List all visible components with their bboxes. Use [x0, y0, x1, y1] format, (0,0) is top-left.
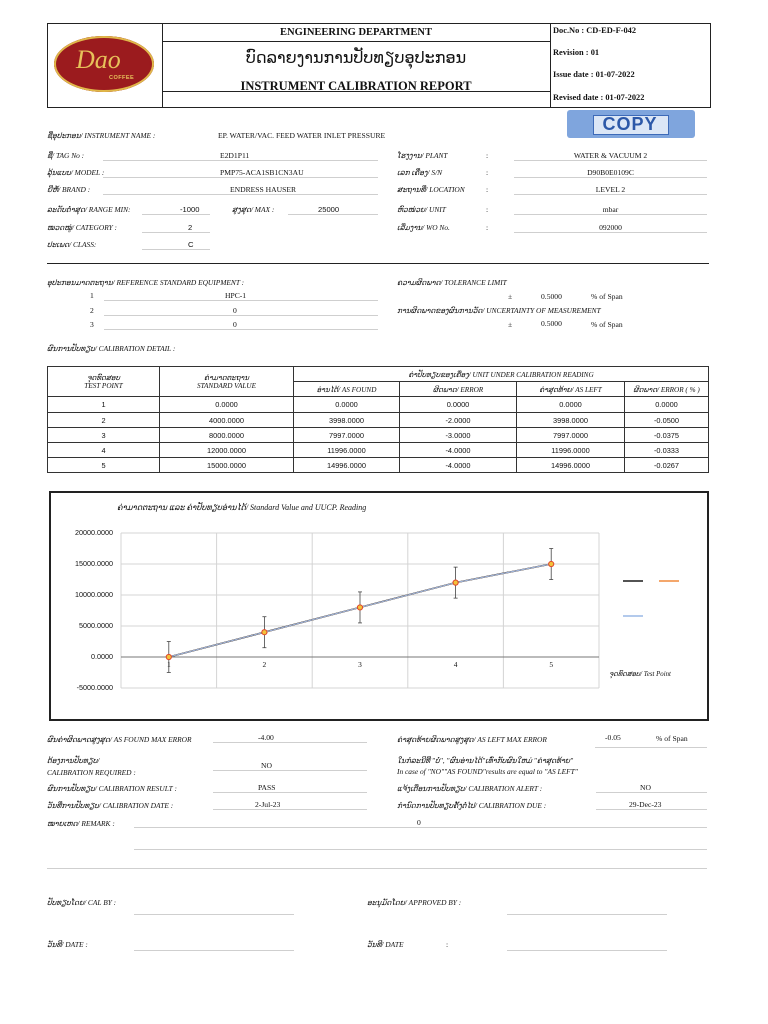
section-divider [47, 263, 709, 264]
tolerance-pm: ± [508, 292, 513, 301]
as-left-unit: % of Span [656, 734, 688, 743]
reference-value: 0 [104, 306, 378, 316]
remark-value: 0 [134, 818, 707, 828]
uncertainty-unit: % of Span [591, 320, 623, 329]
table-row: 1 0.0000 0.0000 0.0000 0.0000 0.0000 [48, 397, 709, 413]
calibration-due-label: ກຳນົດການປັບທຽບຄັ້ງຕໍ່ໄປ/ CALIBRATION DUE : [397, 801, 547, 810]
uncertainty-label: ການຜິດພາດຂອງຜົນການວັດ/ UNCERTAINTY OF MEASUREMENT [397, 306, 601, 315]
unit-label: ຫົວໜ່ວຍ/ UNIT [397, 205, 446, 214]
date-colon: : [446, 940, 449, 949]
reference-value: 0 [104, 320, 378, 330]
location-label: ສະຖານທີ່/ LOCATION [397, 185, 465, 194]
chart-y-tick-label: 10000.0000 [75, 590, 113, 599]
reference-no: 3 [90, 320, 94, 329]
chart-y-tick-label: 15000.0000 [75, 559, 113, 568]
cal-by-line [134, 914, 294, 915]
revision: Revision : 01 [553, 48, 600, 57]
calibration-detail-label: ຜົນການປັບທຽບ/ CALIBRATION DETAIL : [47, 344, 176, 353]
location-value: LEVEL 2 [514, 185, 707, 195]
tag-value: E2D1P11 [103, 151, 378, 161]
location-colon: : [486, 185, 489, 194]
col-error: ຜິດພາດ/ ERROR [400, 382, 517, 397]
chart-y-tick-label: 0.0000 [91, 652, 113, 661]
chart-x-axis-label: ຈຸດທົດສອບ/ Test Point [609, 671, 671, 678]
calibration-result-label: ຜົນການປັບທຽບ/ CALIBRATION RESULT : [47, 784, 177, 793]
chart-x-tick-label: 4 [453, 660, 458, 669]
calibration-table [47, 366, 709, 473]
calibration-note-lao: ໃນກໍລະນີທີ່ "ບໍ່", "ຜົນອ່ານໄດ້"ເທົ່າກັບຜົນໃຫມ່ "ຄ່າສຸດທ້າຍ" [397, 756, 574, 765]
as-found-max-error-label: ຜົນຄ່າຜິດພາດສູງສຸດ/ AS FOUND MAX ERROR [47, 735, 192, 744]
doc-number: Doc.No : CD-ED-F-042 [553, 26, 637, 35]
chart-data-point [549, 561, 554, 566]
logo-subtext: COFFEE [109, 75, 135, 81]
chart-x-tick-label: 2 [262, 660, 267, 669]
chart-x-tick-label: 3 [358, 660, 362, 669]
table-row: 4 12000.0000 11996.0000 -4.0000 11996.0000 -0.0333 [48, 443, 709, 458]
col-test-point: ຈຸດທົດສອບ TEST POINT [48, 367, 160, 397]
chart-title: ຄ່າມາດຕະຖານ ແລະ ຄ່າປັບທຽບອ່ານໄດ້/ Standard Value and UUCP. Reading [117, 503, 367, 512]
sn-label: ເລກ ເຄື່ອງ/ S/N [397, 168, 443, 177]
calibration-chart [49, 491, 709, 721]
wo-label: ເລີ່ມງານ/ WO No. [397, 223, 450, 232]
max-label: ສູງສຸດ/ MAX : [232, 205, 275, 214]
logo-text: Dao [76, 45, 121, 74]
reference-no: 1 [90, 291, 94, 300]
col-standard-value: ຄ່າມາດຕະຖານ STANDARD VALUE [160, 367, 294, 397]
revised-date: Revised date : 01-07-2022 [553, 93, 645, 102]
calibration-note: In case of "NO""AS FOUND"results are equal to "AS LEFT" [397, 767, 578, 776]
report-header [47, 23, 711, 108]
report-title: INSTRUMENT CALIBRATION REPORT [240, 79, 472, 93]
remark-label: ໝາຍເຫດ/ REMARK : [47, 819, 115, 828]
report-title-lao: ບົດລາຍງານການປັບທຽບອຸປະກອນ [245, 48, 467, 67]
uncertainty-pm: ± [508, 320, 513, 329]
reference-label: ອຸປະກອນມາດຕະຖານ/ REFERENCE STANDARD EQUIPMENT : [47, 278, 245, 287]
instrument-name-label: ຊື່ອຸປະກອນ/ INSTRUMENT NAME : [47, 131, 156, 140]
instrument-name-value: EP. WATER/VAC. FEED WATER INLET PRESSURE [218, 131, 386, 140]
approved-by-line [507, 914, 667, 915]
calibration-result-value: PASS [213, 783, 367, 793]
date-label: ວັນທີ/ DATE [367, 940, 404, 949]
model-value: PMP75-ACA1SB1CN3AU [103, 168, 378, 178]
unit-value: mbar [514, 205, 707, 215]
plant-label: ໂຮງງານ/ PLANT [397, 151, 448, 160]
company-logo [52, 36, 158, 94]
max-value: 25000 [288, 205, 378, 215]
calibration-date-value: 2-Jul-23 [213, 800, 367, 810]
unit-colon: : [486, 205, 489, 214]
as-found-max-error-value: -4.00 [213, 733, 367, 743]
department-title: ENGINEERING DEPARTMENT [280, 27, 432, 38]
as-left-underline [595, 747, 707, 748]
calibration-alert-value: NO [596, 783, 707, 793]
col-as-found: ອ່ານໄດ້/ AS FOUND [294, 382, 400, 397]
calibration-date-label: ວັນທີ່ການປັບທຽບ/ CALIBRATION DATE : [47, 801, 174, 810]
date-label: ວັນທີ/ DATE : [47, 940, 88, 949]
as-left-max-error-value: -0.05 [605, 733, 621, 742]
plant-colon: : [486, 151, 489, 160]
calibration-due-value: 29-Dec-23 [596, 800, 707, 810]
sn-value: D90B0E0109C [514, 168, 707, 178]
col-as-left: ຄ່າສຸດທ້າຍ/ AS LEFT [517, 382, 625, 397]
header-divider [162, 41, 550, 42]
table-row: 5 15000.0000 14996.0000 -4.0000 14996.0000 -0.0267 [48, 458, 709, 473]
issue-date: Issue date : 01-07-2022 [553, 70, 635, 79]
reference-value: HPC-1 [104, 291, 378, 301]
chart-y-tick-label: 5000.0000 [79, 621, 113, 630]
chart-y-tick-label: 20000.0000 [75, 528, 113, 537]
chart-x-tick-label: 1 [166, 660, 171, 669]
sn-colon: : [486, 168, 489, 177]
plant-value: WATER & VACUUM 2 [514, 151, 707, 161]
tag-label: ຊື່/ TAG No : [47, 151, 85, 160]
brand-value: ENDRESS HAUSER [103, 185, 378, 195]
chart-data-point [166, 654, 171, 659]
range-min-label: ລະດັບຕ່ຳສຸດ/ RANGE MIN: [47, 205, 131, 214]
class-label: ປະເພດ/ CLASS: [47, 240, 97, 249]
category-value: 2 [142, 223, 210, 233]
cal-by-label: ປັບທຽບໂດຍ/ CAL BY : [47, 898, 117, 907]
chart-data-point [453, 580, 458, 585]
approved-by-label: ອະນຸມັດໂດຍ/ APPROVED BY : [367, 898, 462, 907]
date-line [134, 950, 294, 951]
wo-value: 092000 [514, 223, 707, 233]
date-line [507, 950, 667, 951]
remark-line [134, 849, 707, 850]
brand-label: ຍີ່ຫໍ້/ BRAND : [47, 185, 91, 194]
wo-colon: : [486, 223, 489, 232]
range-min-value: -1000 [142, 205, 210, 215]
calibration-alert-label: ແຈ້ງເຕືອນການປັບທຽບ/ CALIBRATION ALERT : [397, 784, 543, 793]
tolerance-label: ຄວາມຜິດພາດ/ TOLERANCE LIMIT [397, 278, 507, 287]
calibration-required-label: CALIBRATION REQUIRED : [47, 768, 136, 777]
chart-y-tick-label: -5000.0000 [76, 683, 113, 692]
uncertainty-value: 0.5000 [541, 319, 562, 328]
model-label: ລຸ້ນແບບ/ MODEL : [47, 168, 105, 177]
category-label: ໝວດໝູ່/ CATEGORY : [47, 223, 117, 232]
copy-stamp: COPY [567, 110, 695, 138]
reference-no: 2 [90, 306, 94, 315]
chart-data-point [357, 605, 362, 610]
chart-data-point [262, 630, 267, 635]
calibration-required-value: NO [213, 761, 367, 771]
col-error-pct: ຜິດພາດ/ ERROR ( % ) [625, 382, 709, 397]
chart-canvas [51, 493, 707, 719]
tolerance-value: 0.5000 [541, 292, 562, 301]
col-uuc-reading: ຄ່າປັບທຽບຂອງເຄື່ອງ/ UNIT UNDER CALIBRATION READING [294, 367, 709, 382]
class-value: C [142, 240, 210, 250]
header-divider [550, 24, 551, 107]
table-row: 2 4000.0000 3998.0000 -2.0000 3998.0000 -0.0500 [48, 413, 709, 428]
calibration-required-label-lao: ຕ້ອງການປັບທຽບ/ [47, 756, 100, 765]
table-row: 3 8000.0000 7997.0000 -3.0000 7997.0000 -0.0375 [48, 428, 709, 443]
remark-line [47, 868, 707, 869]
chart-x-tick-label: 5 [549, 660, 554, 669]
as-left-max-error-label: ຄ່າສຸດທ້າຍຜິດພາດສູງສຸດ/ AS LEFT MAX ERROR [397, 735, 547, 744]
tolerance-unit: % of Span [591, 292, 623, 301]
